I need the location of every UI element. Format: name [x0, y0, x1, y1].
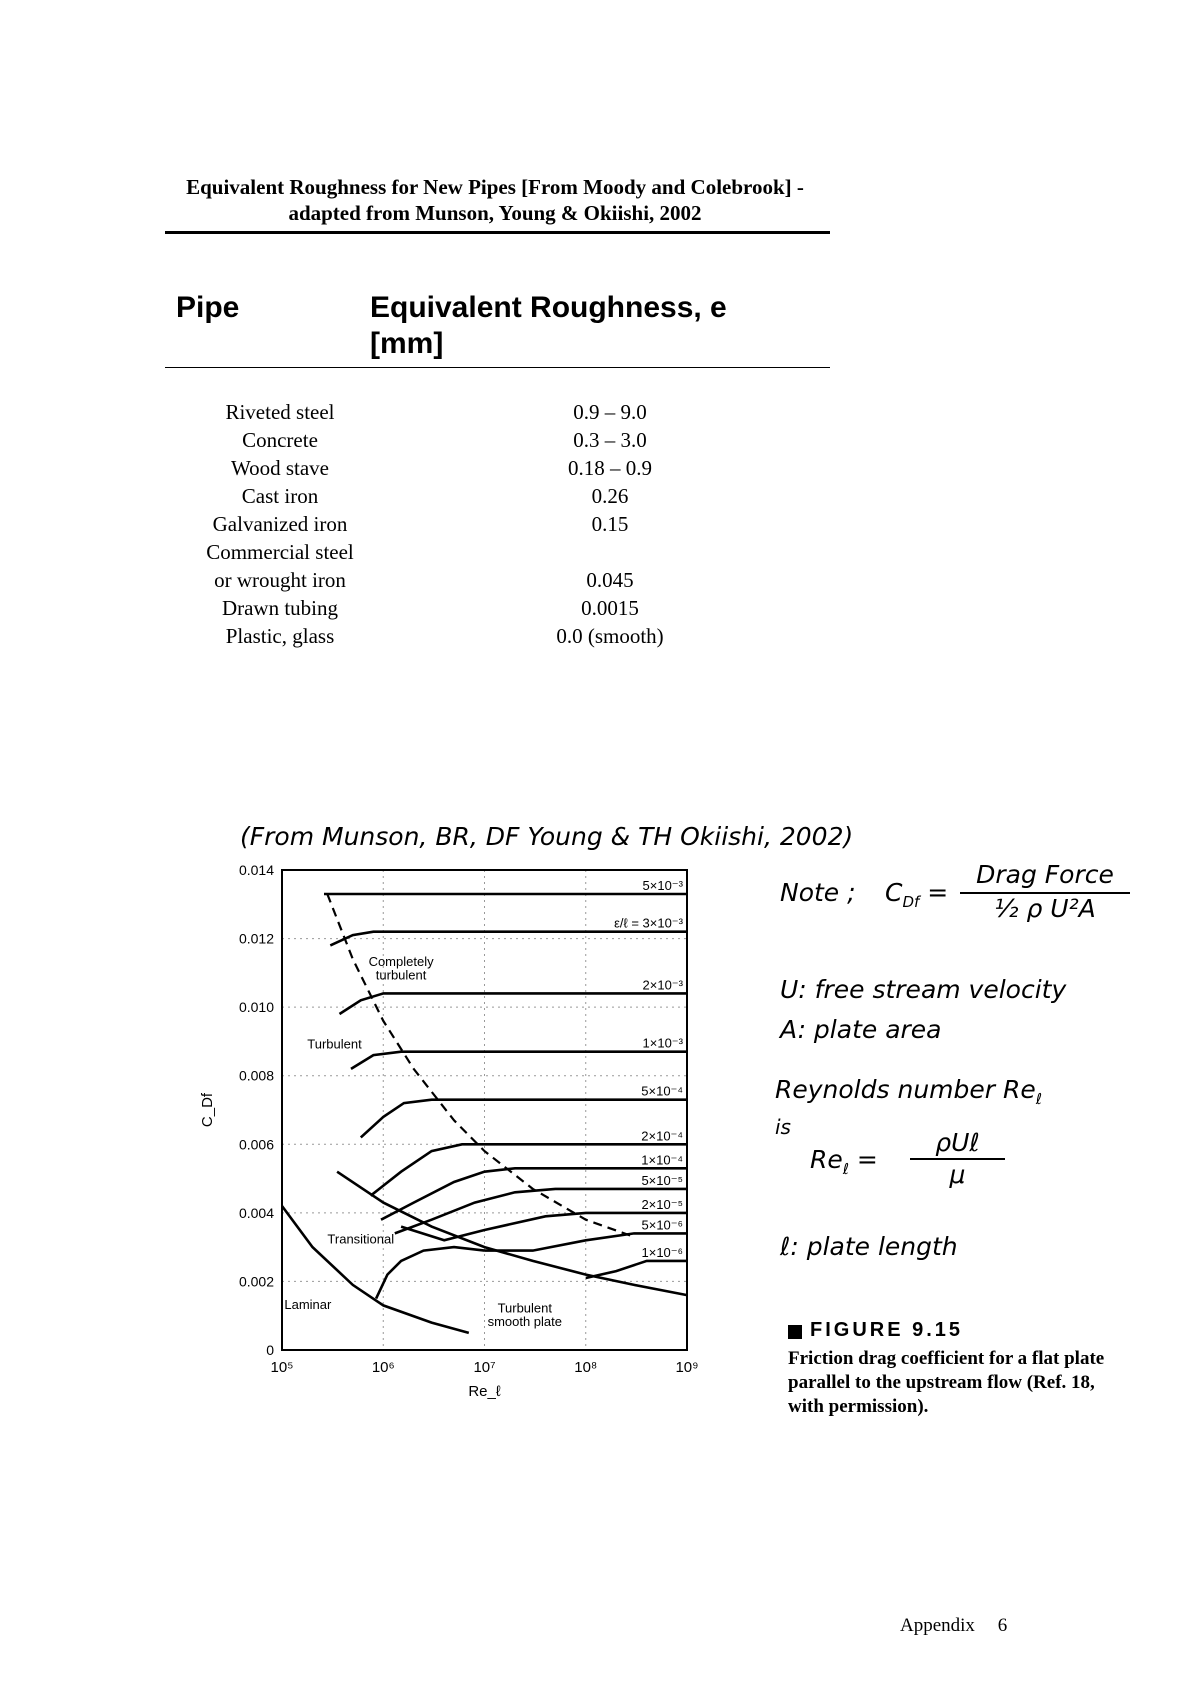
cdf-letter: C [885, 878, 903, 907]
x-tick-label: 10⁷ [473, 1359, 496, 1376]
figure-source-note: (From Munson, BR, DF Young & TH Okiishi, 2002) [240, 822, 854, 851]
u-definition: U: free stream velocity [780, 975, 1067, 1004]
x-tick-label: 10⁶ [371, 1359, 395, 1376]
x-tick-label: 10⁸ [574, 1359, 598, 1376]
reynolds-subscript: ℓ [1035, 1090, 1042, 1108]
series-line [361, 1100, 687, 1138]
y-tick-label: 0.006 [238, 1136, 274, 1153]
pipe-name: Cast iron [241, 484, 319, 508]
y-tick-label: 0.014 [238, 862, 274, 878]
series-line [282, 1206, 469, 1333]
y-tick-label: 0.002 [238, 1273, 274, 1290]
chart-annotation: smooth plate [487, 1314, 563, 1329]
reynolds-line [775, 1075, 1042, 1114]
chart-annotation: Turbulent [497, 1300, 553, 1316]
y-tick-label: 0.008 [238, 1067, 274, 1084]
x-tick-label: 10⁹ [675, 1359, 699, 1376]
pipe-name: Riveted steel [225, 400, 335, 424]
chart-grid [282, 870, 687, 1350]
y-tick-label: 0.012 [238, 930, 274, 947]
roughness-value: 0.15 [591, 512, 629, 536]
series-label: 5×10⁻⁵ [641, 1172, 683, 1188]
footer-section: Appendix [900, 1615, 975, 1636]
re-equals: = [856, 1145, 878, 1174]
pipe-name: Concrete [242, 428, 318, 452]
series-label: 5×10⁻⁴ [641, 1083, 683, 1099]
series-line [330, 932, 687, 946]
title-rule [165, 231, 830, 234]
roughness-value: 0.045 [586, 568, 634, 592]
series-label: 2×10⁻⁵ [641, 1196, 683, 1212]
series-line [376, 1247, 484, 1299]
re-denominator: μ [949, 1160, 966, 1189]
figure-label-line [788, 1318, 1108, 1343]
y-axis-label: C_Df [199, 1092, 216, 1128]
x-tick-label: 10⁵ [270, 1359, 294, 1376]
document-title: Equivalent Roughness for New Pipes [From Moody and Colebrook] - adapted from Munson, Young & Okiishi, 2002 [186, 175, 804, 225]
note-label: Note ; [780, 878, 856, 907]
series-label: 1×10⁻³ [642, 1035, 683, 1051]
chart-annotation: Turbulent [307, 1036, 362, 1052]
page-footer [900, 1615, 1007, 1637]
pipe-name: Wood stave [230, 456, 330, 480]
column-header-roughness: Equivalent Roughness, e [mm] [370, 291, 727, 360]
pipe-name: or wrought iron [214, 568, 346, 592]
a-definition: A: plate area [780, 1015, 942, 1044]
y-tick-label: 0.004 [238, 1204, 274, 1221]
footer-page-number: 6 [997, 1615, 1008, 1636]
roughness-value: 0.9 – 9.0 [573, 400, 647, 424]
series-label: 5×10⁻⁶ [641, 1217, 683, 1233]
figure-label: FIGURE 9.15 [810, 1319, 964, 1341]
chart-annotation: Laminar [284, 1296, 332, 1312]
pipe-name: Galvanized iron [212, 512, 348, 536]
series-label: 1×10⁻⁴ [641, 1152, 683, 1168]
pipe-name: Plastic, glass [225, 624, 335, 648]
table-header-rule [165, 367, 830, 368]
roughness-value: 0.0015 [581, 596, 639, 620]
chart-annotation: Transitional [327, 1231, 395, 1247]
drag-force-fraction [960, 860, 1130, 924]
re-subscript: ℓ [842, 1160, 849, 1178]
series-label: ε/ℓ = 3×10⁻³ [614, 915, 683, 931]
chart-annotation: Completely [368, 954, 434, 969]
figure-square-icon [788, 1325, 802, 1339]
pipe-name: Drawn tubing [221, 596, 339, 620]
pipe-name: Commercial steel [206, 540, 354, 564]
series-label: 5×10⁻³ [642, 878, 683, 893]
cdf-subscript: Df [902, 893, 920, 911]
cdf-equals: = [927, 878, 949, 907]
x-axis-label: Re_ℓ [468, 1383, 501, 1400]
series-line [327, 894, 634, 1237]
fraction-numerator: Drag Force [960, 860, 1130, 894]
roughness-value: 0.26 [591, 484, 629, 508]
series-line [586, 1261, 687, 1278]
figure-caption: Friction drag coefficient for a flat plate parallel to the upstream flow (Ref. 18, with permission). [788, 1348, 1105, 1417]
re-numerator: ρUℓ [910, 1128, 1005, 1160]
series-label: 1×10⁻⁶ [641, 1244, 683, 1260]
reynolds-lhs [810, 1145, 878, 1184]
reynolds-is: is [775, 1115, 791, 1139]
chart-annotation: turbulent [375, 967, 427, 983]
y-tick-label: 0 [266, 1342, 274, 1358]
roughness-value: 0.0 (smooth) [556, 624, 664, 648]
series-label: 2×10⁻³ [642, 977, 683, 993]
re-symbol: Re [810, 1145, 843, 1174]
figure-caption-block [788, 1318, 1108, 1419]
series-line [351, 1052, 687, 1069]
reynolds-fraction [910, 1128, 1005, 1190]
roughness-value: 0.3 – 3.0 [573, 428, 647, 452]
l-definition: ℓ: plate length [780, 1232, 958, 1261]
y-tick-label: 0.010 [238, 999, 274, 1016]
series-label: 2×10⁻⁴ [641, 1128, 683, 1144]
reynolds-text: Reynolds number Re [775, 1075, 1036, 1104]
roughness-value: 0.18 – 0.9 [568, 456, 652, 480]
column-header-pipe: Pipe [176, 291, 240, 324]
fraction-denominator: ½ ρ U²A [994, 894, 1096, 923]
series-line [340, 993, 688, 1014]
friction-drag-chart [190, 860, 770, 1450]
cdf-symbol [885, 878, 948, 917]
